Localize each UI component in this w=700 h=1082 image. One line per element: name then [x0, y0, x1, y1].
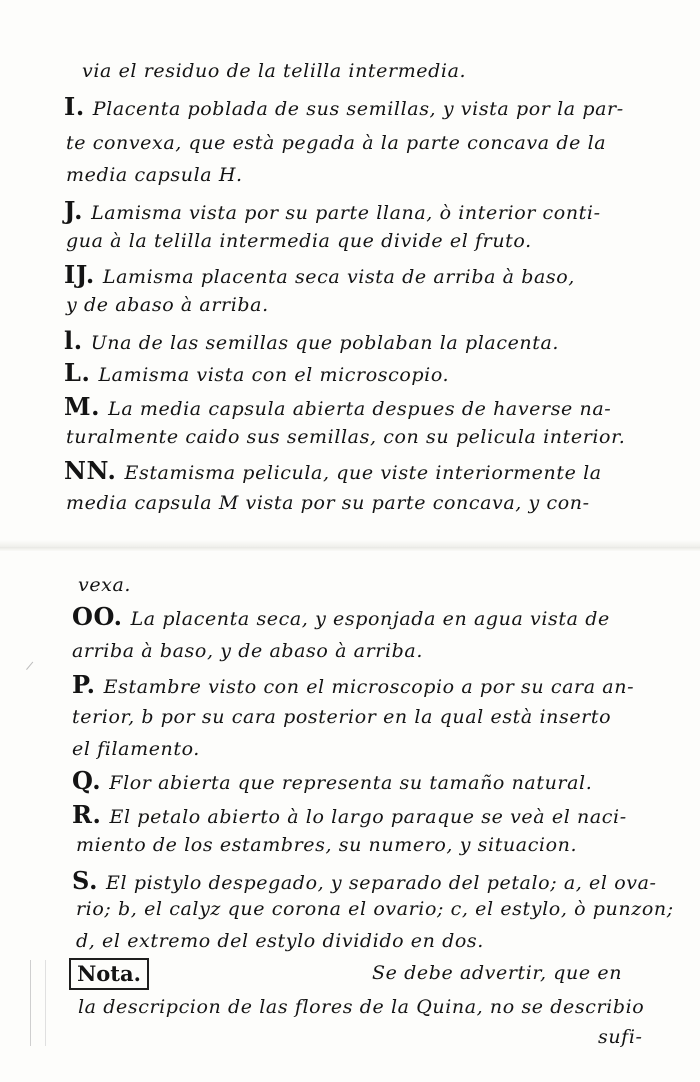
- text-line: rio; b, el calyz que corona el ovario; c, el estylo, ò punzon;: [76, 898, 674, 920]
- text-line: IJ. Lamisma placenta seca vista de arriba à baso,: [64, 260, 575, 289]
- text-line: L. Lamisma vista con el microscopio.: [64, 358, 450, 387]
- text-line: I. Placenta poblada de sus semillas, y vista por la par-: [64, 92, 624, 121]
- text-line: NN. Estamisma pelicula, que viste interiormente la: [64, 456, 602, 485]
- text-line: P. Estambre visto con el microscopio a por su cara an-: [72, 670, 635, 699]
- catchword: sufi-: [598, 1026, 643, 1048]
- text-line: S. El pistylo despegado, y separado del petalo; a, el ova-: [72, 866, 657, 895]
- text-line: y de abaso à arriba.: [66, 294, 269, 316]
- text-line: Se debe advertir, que en: [372, 962, 623, 984]
- text-line: Q. Flor abierta que representa su tamaño natural.: [72, 766, 593, 795]
- text-line: J. Lamisma vista por su parte llana, ò interior conti-: [64, 196, 601, 225]
- text-line: R. El petalo abierto à lo largo paraque se veà el naci-: [72, 800, 627, 829]
- text-line: turalmente caido sus semillas, con su pelicula interior.: [66, 426, 626, 448]
- text-line: media capsula M vista por su parte concava, y con-: [66, 492, 590, 514]
- text-line: l. Una de las semillas que poblaban la placenta.: [64, 326, 560, 355]
- nota-label-box: Nota.: [69, 958, 149, 990]
- text-line: vexa.: [78, 574, 132, 596]
- text-line: te convexa, que està pegada à la parte concava de la: [66, 132, 607, 154]
- text-line: arriba à baso, y de abaso à arriba.: [72, 640, 423, 662]
- margin-mark: [30, 960, 46, 1046]
- text-line: la descripcion de las flores de la Quina, no se describio: [78, 996, 645, 1018]
- text-line: OO. La placenta seca, y esponjada en agua vista de: [72, 602, 610, 631]
- text-line: media capsula H.: [66, 164, 243, 186]
- text-line: M. La media capsula abierta despues de haverse na-: [64, 392, 612, 421]
- text-line: miento de los estambres, su numero, y situacion.: [76, 834, 578, 856]
- text-line: gua à la telilla intermedia que divide el fruto.: [66, 230, 532, 252]
- text-line: terior, b por su cara posterior en la qual està inserto: [72, 706, 612, 728]
- text-line: via el residuo de la telilla intermedia.: [82, 60, 467, 82]
- text-line: d, el extremo del estylo dividido en dos.: [76, 930, 484, 952]
- text-line: el filamento.: [72, 738, 200, 760]
